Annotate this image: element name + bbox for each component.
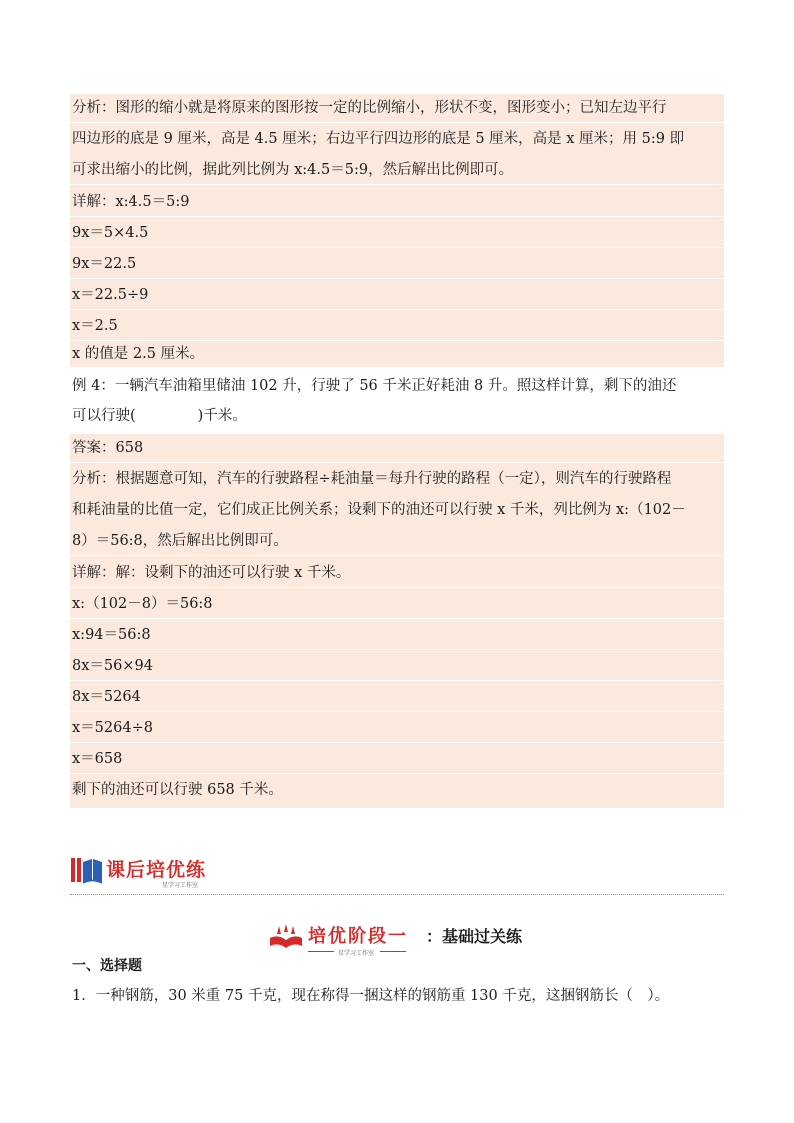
section-header bbox=[70, 852, 724, 892]
text-line: x＝22.5÷9 bbox=[70, 281, 724, 310]
stage-header bbox=[268, 920, 568, 956]
text-line: 分析：根据题意可知，汽车的行驶路程÷耗油量＝每升行驶的路程（一定），则汽车的行驶路程 bbox=[72, 471, 672, 487]
example-4-line-2 bbox=[72, 402, 247, 431]
question-section-heading: 一、选择题 bbox=[72, 958, 142, 974]
section-title: 课后培优练 bbox=[106, 859, 207, 881]
text-line: 可求出缩小的比例，据此列比例为 x:4.5＝5:9，然后解出比例即可。 bbox=[70, 156, 724, 185]
text-line: 8）＝56:8，然后解出比例即可。 bbox=[70, 527, 724, 556]
answer-line: 答案：658 bbox=[70, 434, 724, 463]
text-line: 8x＝5264 bbox=[70, 683, 724, 712]
analysis-block-1 bbox=[70, 94, 724, 367]
text-line: 9x＝5×4.5 bbox=[70, 219, 724, 248]
example-4-line-1: 例 4：一辆汽车油箱里储油 102 升，行驶了 56 千米正好耗油 8 升。照这样计算，剩下的油还 bbox=[72, 378, 677, 394]
text-line: 和耗油量的比值一定，它们成正比例关系；设剩下的油还可以行驶 x 千米，列比例为 x:（102－ bbox=[72, 502, 686, 518]
text-line: x＝2.5 bbox=[70, 312, 724, 341]
text-line: x＝658 bbox=[70, 745, 724, 774]
stage-title: 培优阶段一 bbox=[308, 926, 408, 947]
text-line: x＝5264÷8 bbox=[70, 714, 724, 743]
text-line: 详解：解：设剩下的油还可以行驶 x 千米。 bbox=[70, 559, 724, 588]
text-line: x:94＝56:8 bbox=[70, 621, 724, 650]
text-line: x 的值是 2.5 厘米。 bbox=[72, 346, 205, 362]
example-4-text-end: )千米。 bbox=[197, 408, 247, 424]
text-line: 四边形的底是 9 厘米，高是 4.5 厘米；右边平行四边形的底是 5 厘米，高是 x 厘米；用 5:9 即 bbox=[72, 131, 685, 147]
book-icon bbox=[70, 856, 104, 884]
open-book-icon bbox=[268, 924, 304, 950]
question-1: 1．一种钢筋，30 米重 75 千克，现在称得一捆这样的钢筋重 130 千克，这捆钢筋长（ ）。 bbox=[72, 988, 670, 1004]
text-line: 分析：图形的缩小就是将原来的图形按一定的比例缩小，形状不变，图形变小；已知左边平行 bbox=[70, 94, 724, 123]
stage-rule-right bbox=[380, 951, 406, 952]
text-line: 剩下的油还可以行驶 658 千米。 bbox=[72, 782, 283, 798]
stage-rule-left bbox=[308, 951, 334, 952]
section-subtitle: 星学习工作室 bbox=[162, 882, 199, 889]
stage-studio-label: 星学习工作室 bbox=[338, 950, 375, 957]
text-line: 8x＝56×94 bbox=[70, 652, 724, 681]
text-line: 9x＝22.5 bbox=[70, 250, 724, 279]
example-4-text: 可以行驶( bbox=[72, 408, 136, 424]
divider bbox=[70, 894, 724, 895]
text-line: x:（102－8）＝56:8 bbox=[70, 590, 724, 619]
text-line: 详解：x:4.5＝5:9 bbox=[70, 188, 724, 217]
stage-subtitle-main: ：基础过关练 bbox=[426, 927, 523, 946]
analysis-block-2 bbox=[70, 434, 724, 808]
